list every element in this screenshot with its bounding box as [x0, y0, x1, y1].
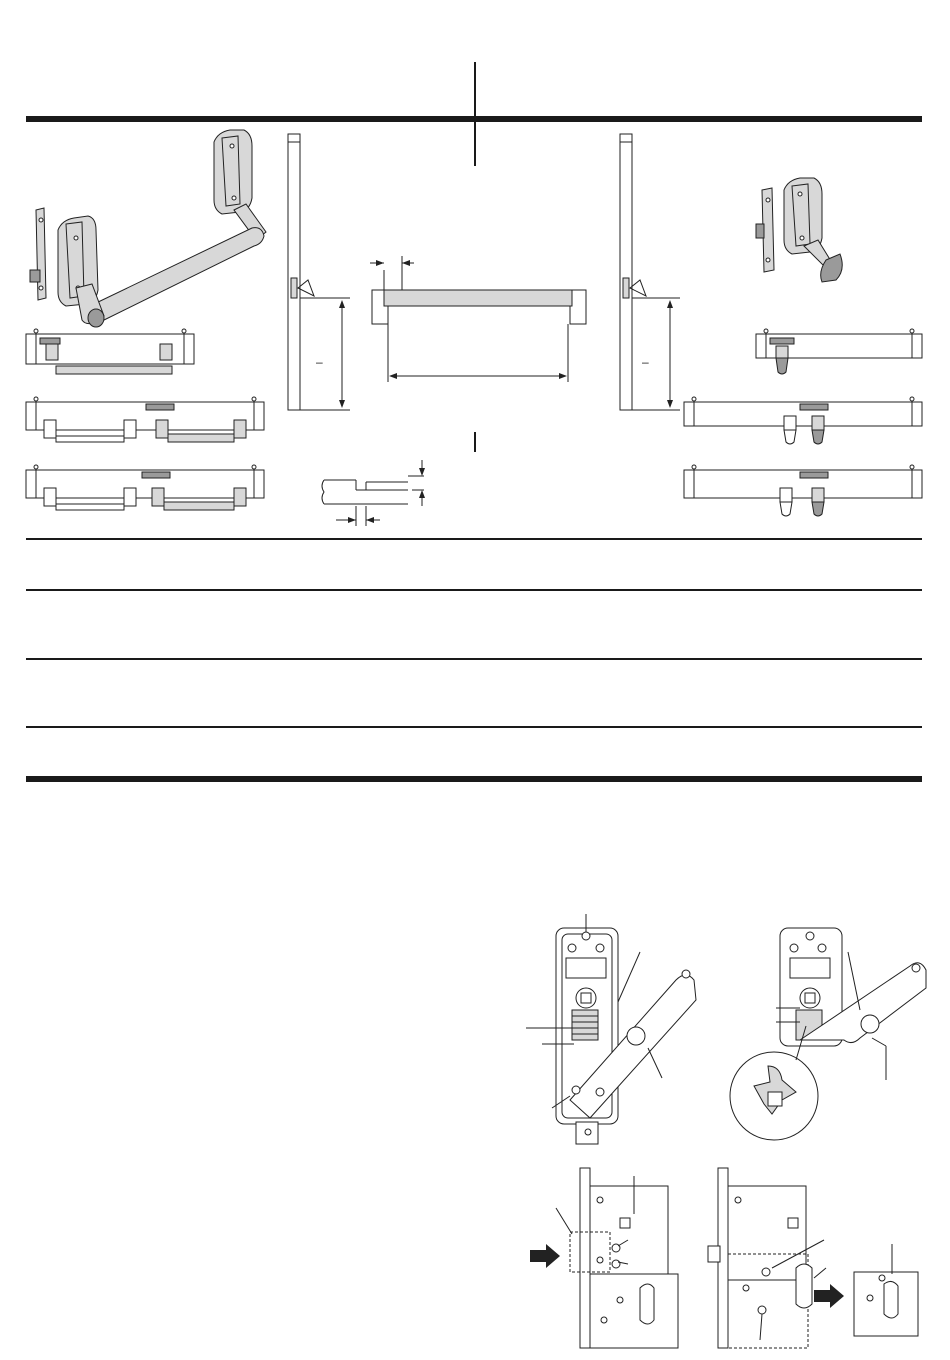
config-right-3: [684, 465, 922, 516]
config-left-1: [26, 329, 194, 374]
top-drawings: [0, 120, 950, 530]
section-rule-1: [26, 538, 922, 540]
lock-assembly-left: [526, 914, 696, 1144]
panic-bar-perspective: [30, 130, 266, 327]
arrow-right-icon-2: [814, 1284, 844, 1308]
mortise-lock-left: [530, 1168, 678, 1348]
arrow-right-icon: [530, 1244, 560, 1268]
edge-detail: [322, 460, 425, 526]
section-rule-4: [26, 726, 922, 728]
section-rule-2: [26, 589, 922, 591]
dim-dash-right: –: [642, 355, 649, 369]
config-left-3: [26, 465, 264, 510]
lock-assembly-right: [730, 928, 926, 1140]
dim-dash-left: –: [316, 355, 323, 369]
door-elevation-left: [288, 134, 350, 410]
mortise-lock-right: [708, 1168, 918, 1348]
config-right-1: [756, 329, 922, 374]
section-rule-3: [26, 658, 922, 660]
bottom-rule: [26, 776, 922, 782]
bar-dimension-center: [370, 256, 586, 382]
config-right-2: [684, 397, 922, 444]
config-left-2: [26, 397, 264, 442]
door-elevation-right: [620, 134, 680, 410]
mortise-lock-views: [500, 900, 940, 1350]
push-pad-perspective: [756, 178, 842, 282]
